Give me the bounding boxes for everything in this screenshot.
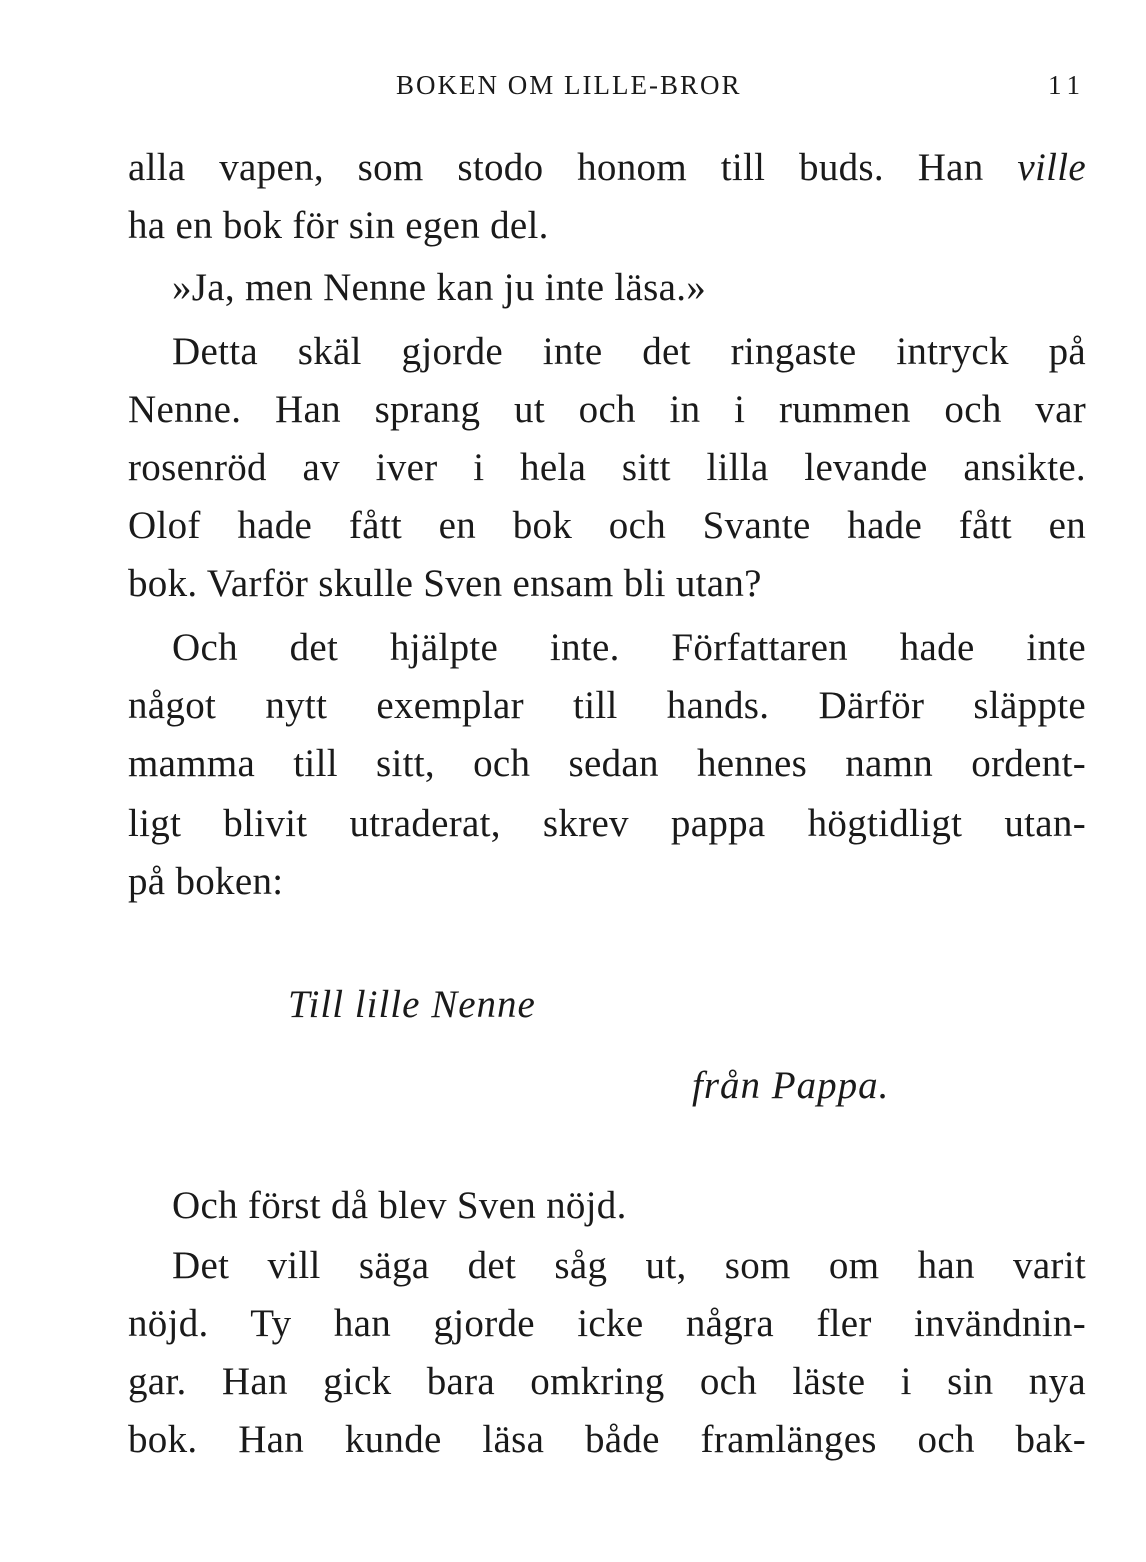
- text-line: gar. Han gick bara omkring och läste i sin nya: [128, 1360, 1086, 1403]
- text-line: Olof hade fått en bok och Svante hade fått en: [128, 504, 1086, 547]
- text-line: ha en bok för sin egen del.: [128, 204, 549, 247]
- running-title: BOKEN OM LILLE-BROR: [396, 70, 742, 100]
- text-line: Och först då blev Sven nöjd.: [172, 1184, 627, 1227]
- text-line: bok. Varför skulle Sven ensam bli utan?: [128, 562, 762, 605]
- text-line: Nenne. Han sprang ut och in i rummen och var: [128, 388, 1086, 431]
- text-line: på boken:: [128, 860, 284, 903]
- text-line: Det vill säga det såg ut, som om han varit: [172, 1244, 1086, 1287]
- text-line: något nytt exemplar till hands. Därför släppte: [128, 684, 1086, 727]
- text-line: rosenröd av iver i hela sitt lilla levande ansikte.: [128, 446, 1086, 489]
- page-number: 11: [1048, 70, 1086, 100]
- text-line: bok. Han kunde läsa både framlänges och bak-: [128, 1418, 1086, 1461]
- text-line: »Ja, men Nenne kan ju inte läsa.»: [172, 266, 707, 309]
- text-line: ligt blivit utraderat, skrev pappa högtidligt utan-: [128, 802, 1086, 845]
- dedication-to: Till lille Nenne: [288, 983, 536, 1026]
- dedication-from: från Pappa.: [692, 1064, 890, 1107]
- text-line: nöjd. Ty han gjorde icke några fler invändnin-: [128, 1302, 1086, 1345]
- running-head: [128, 70, 1086, 110]
- text-line: alla vapen, som stodo honom till buds. Han ville: [128, 146, 1086, 189]
- text-line: Och det hjälpte inte. Författaren hade inte: [172, 626, 1086, 669]
- text-line: mamma till sitt, och sedan hennes namn ordent-: [128, 742, 1086, 785]
- text-line: Detta skäl gjorde inte det ringaste intryck på: [172, 330, 1086, 373]
- emphasis: ville: [1017, 146, 1086, 189]
